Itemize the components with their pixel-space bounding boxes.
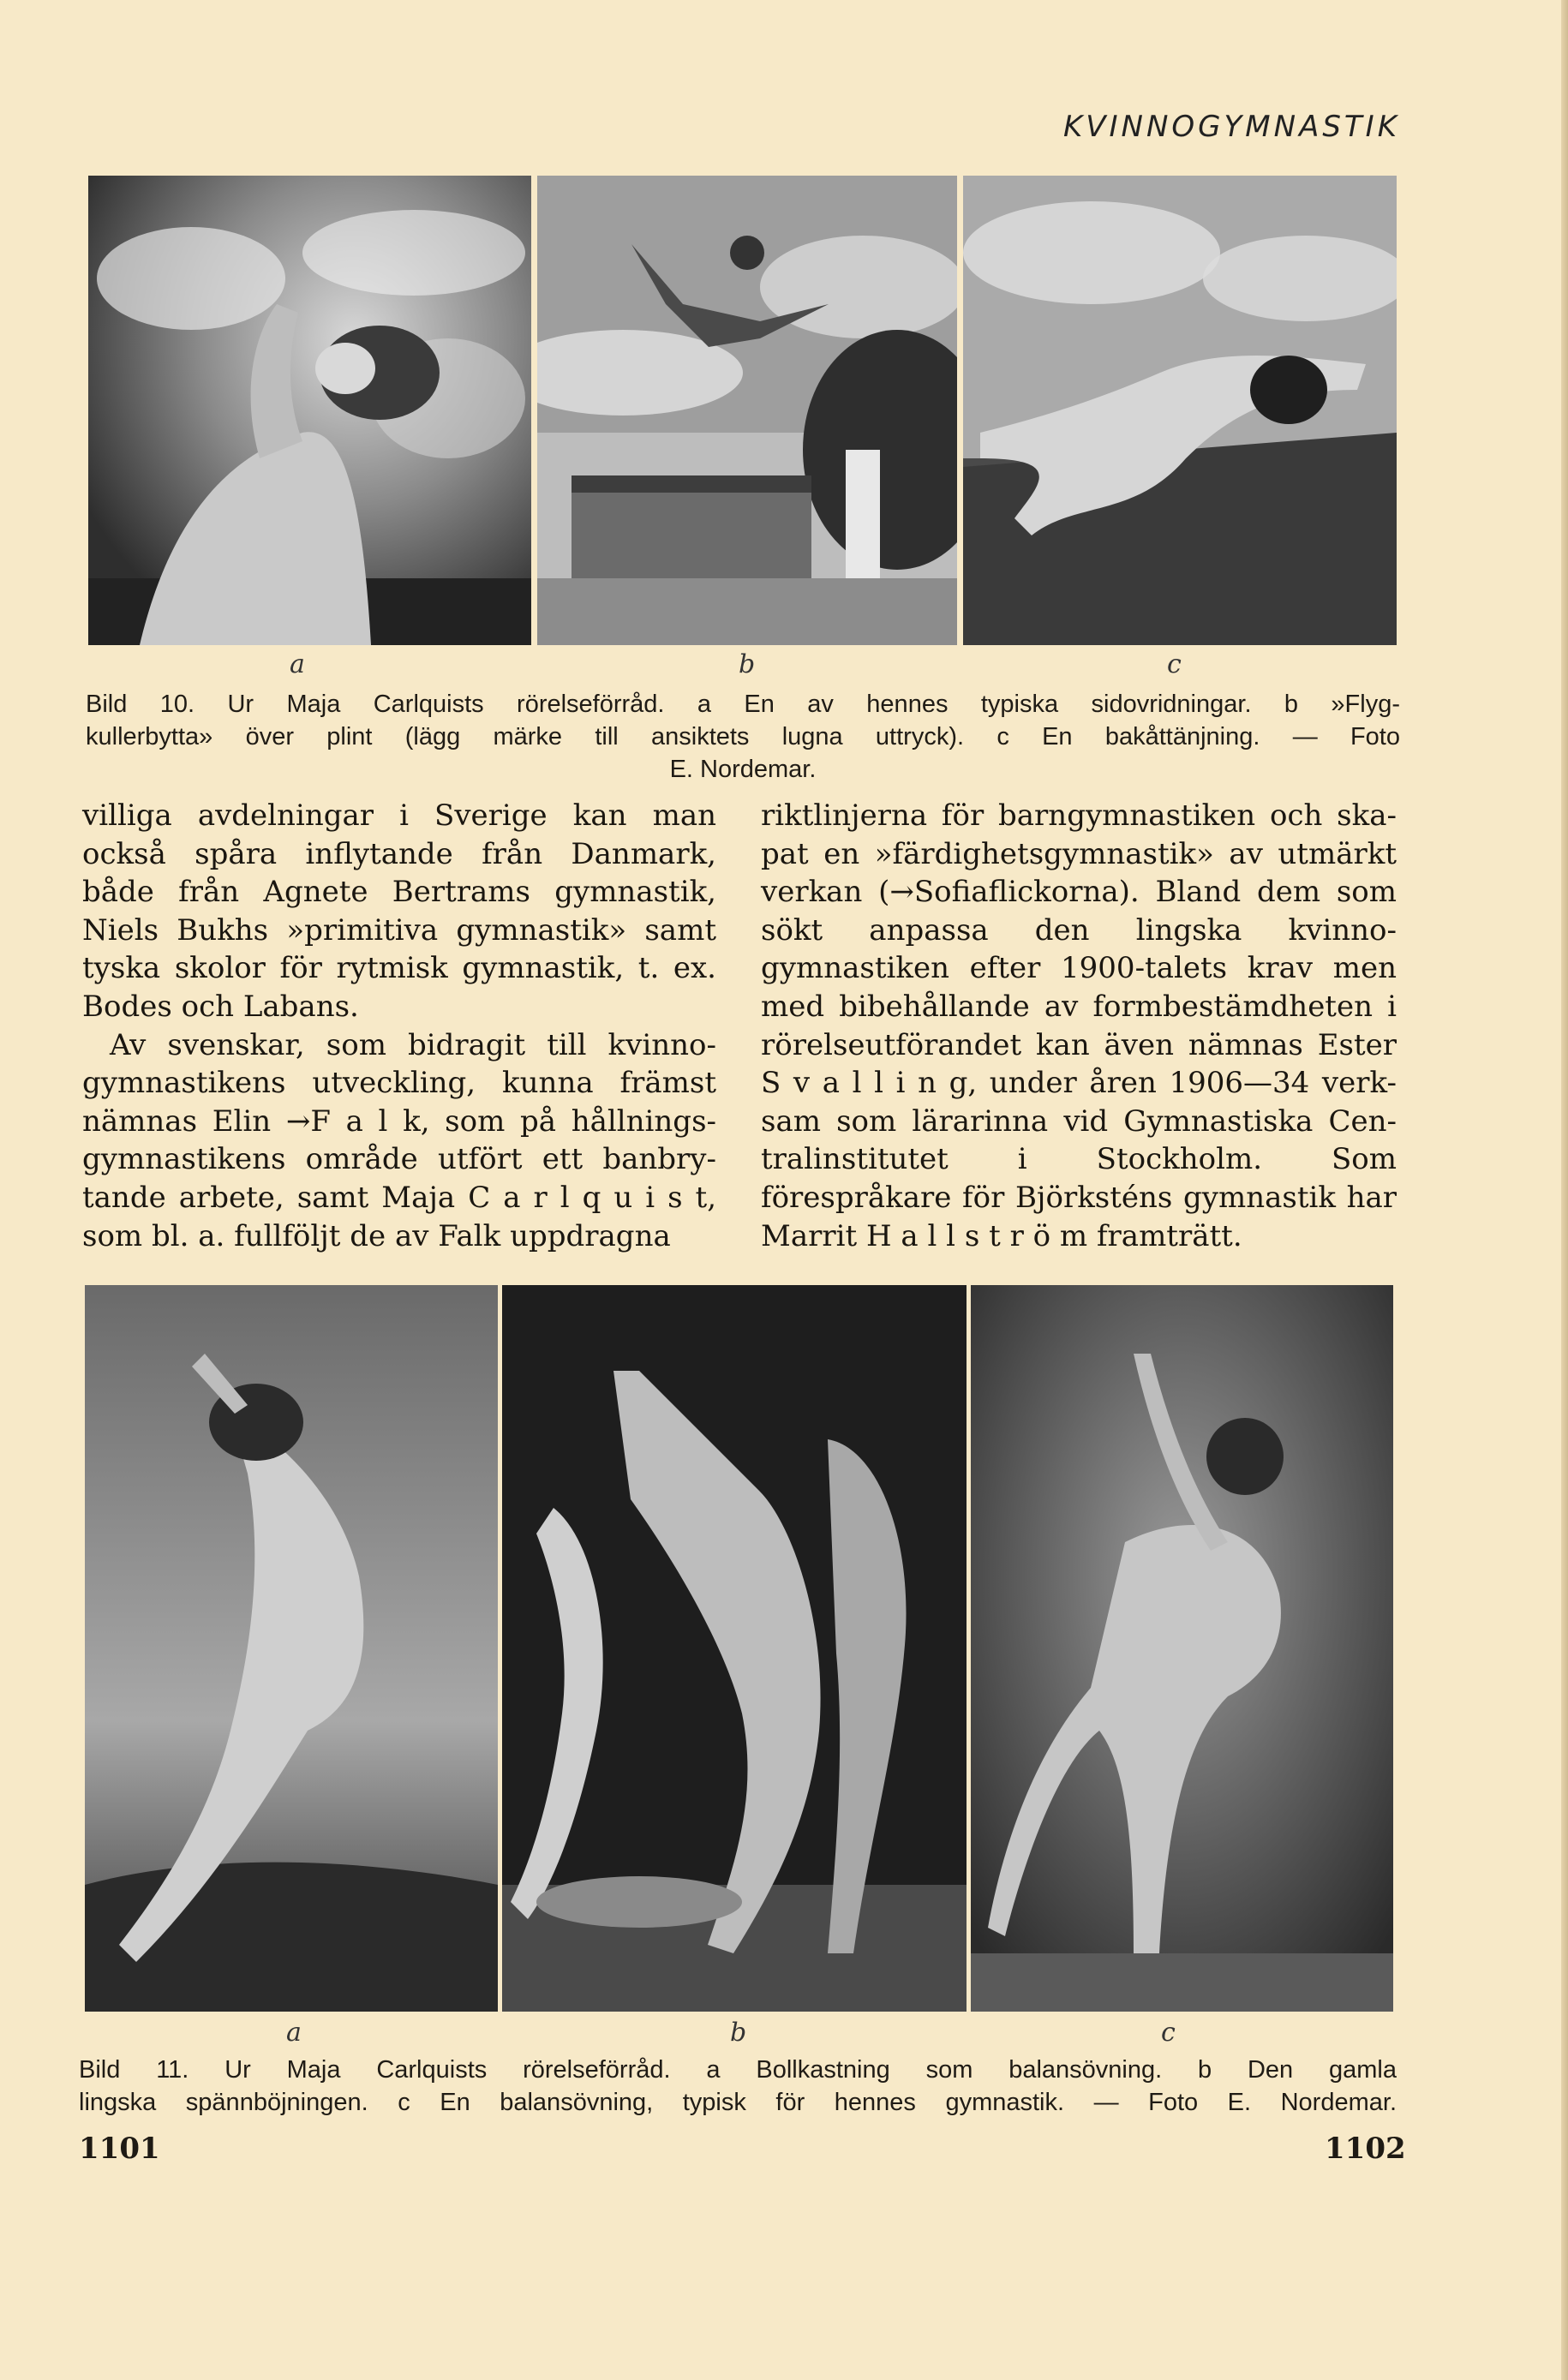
right-column — [761, 797, 1397, 1255]
figure11-caption — [79, 2054, 1397, 2119]
page-number-left: 1101 — [79, 2132, 160, 2166]
right-para-a: riktlinjerna för barngymnastiken och ska-pat en »färdighetsgymnastik» av utmärkt verkan (→Sofiaflickorna). Bland dem som sökt anpassa den lingska kvinno-gymnastiken efter 1900-talets krav men med bibehållande av formbestämdheten i rörelseutförandet kan även nämnas Ester — [761, 798, 1397, 1062]
page-number-right: 1102 — [1325, 2132, 1406, 2166]
fig10-letter-b: b — [739, 649, 756, 679]
figure10-caption-line1: Bild 10. Ur Maja Carlquists rörelseförråd. a En av hennes typiska sidovridningar. b »Flyg- — [86, 691, 1400, 718]
falk-link[interactable]: →F a l k — [285, 1103, 421, 1139]
photo-11b — [502, 1285, 967, 2012]
photo-11a — [85, 1285, 498, 2012]
hallstrom-name: H a l l s t r ö m — [865, 1218, 1088, 1253]
left-para-2-a: Av svenskar, som bidragit till kvinno-gymnastikens utveckling, kunna främst nämnas Elin — [82, 1027, 716, 1139]
photo-11c — [971, 1285, 1393, 2012]
fig10-letter-a: a — [290, 649, 305, 679]
right-para — [761, 797, 1397, 1255]
photo-10c — [963, 176, 1397, 645]
left-para-2-c: , som bl. a. fullföljt de av Falk uppdragna — [82, 1180, 716, 1253]
fig11-letter-c: c — [1161, 2018, 1176, 2048]
figure10-caption-line2: kullerbytta» över plint (lägg märke till ansiktets lugna uttryck). c En bakåttänjning. — Foto — [86, 723, 1400, 750]
svalling-name: S v a l l i n g — [761, 1066, 968, 1101]
fig11-letter-b: b — [730, 2018, 747, 2048]
fig11-letter-a: a — [286, 2018, 302, 2048]
page-edge — [1561, 0, 1568, 2380]
figure11-caption-line1: Bild 11. Ur Maja Carlquists rörelseförråd. a Bollkastning som balansövning. b Den gamla — [79, 2056, 1397, 2084]
photo-10a — [88, 176, 531, 645]
figure11-caption-line2: lingska spännböjningen. c En balansövning, typisk för hennes gymnastik. — Foto E. Nordemar. — [79, 2089, 1397, 2116]
running-header: KVINNOGYMNASTIK — [1062, 110, 1400, 144]
left-para-2 — [82, 1026, 716, 1256]
figure10-caption — [86, 688, 1400, 786]
right-para-b: , under åren 1906—34 verk-sam som lärarinna vid Gymnastiska Cen-tralinstitutet i Stockholm. Som förespråkare för Björksténs gymnastik har Marrit — [761, 1066, 1397, 1253]
carlquist-name: C a r l q u i s t — [468, 1180, 708, 1215]
left-para-1: villiga avdelningar i Sverige kan man också spåra inflytande från Danmark, både från Agnete Bertrams gymnastik, Niels Bukhs »primitiva gymnastik» samt tyska skolor för rytmisk gymnastik, t. ex. Bodes och Labans. — [82, 798, 716, 1024]
fig10-letter-c: c — [1167, 649, 1182, 679]
photo-10b — [537, 176, 957, 645]
figure10-caption-line3: E. Nordemar. — [669, 756, 817, 783]
right-para-c: framträtt. — [1087, 1218, 1242, 1253]
left-column — [82, 797, 716, 1255]
left-para-2-b: , som på hållnings-gymnastikens område utfört ett banbry-tande arbete, samt Maja — [82, 1103, 717, 1215]
